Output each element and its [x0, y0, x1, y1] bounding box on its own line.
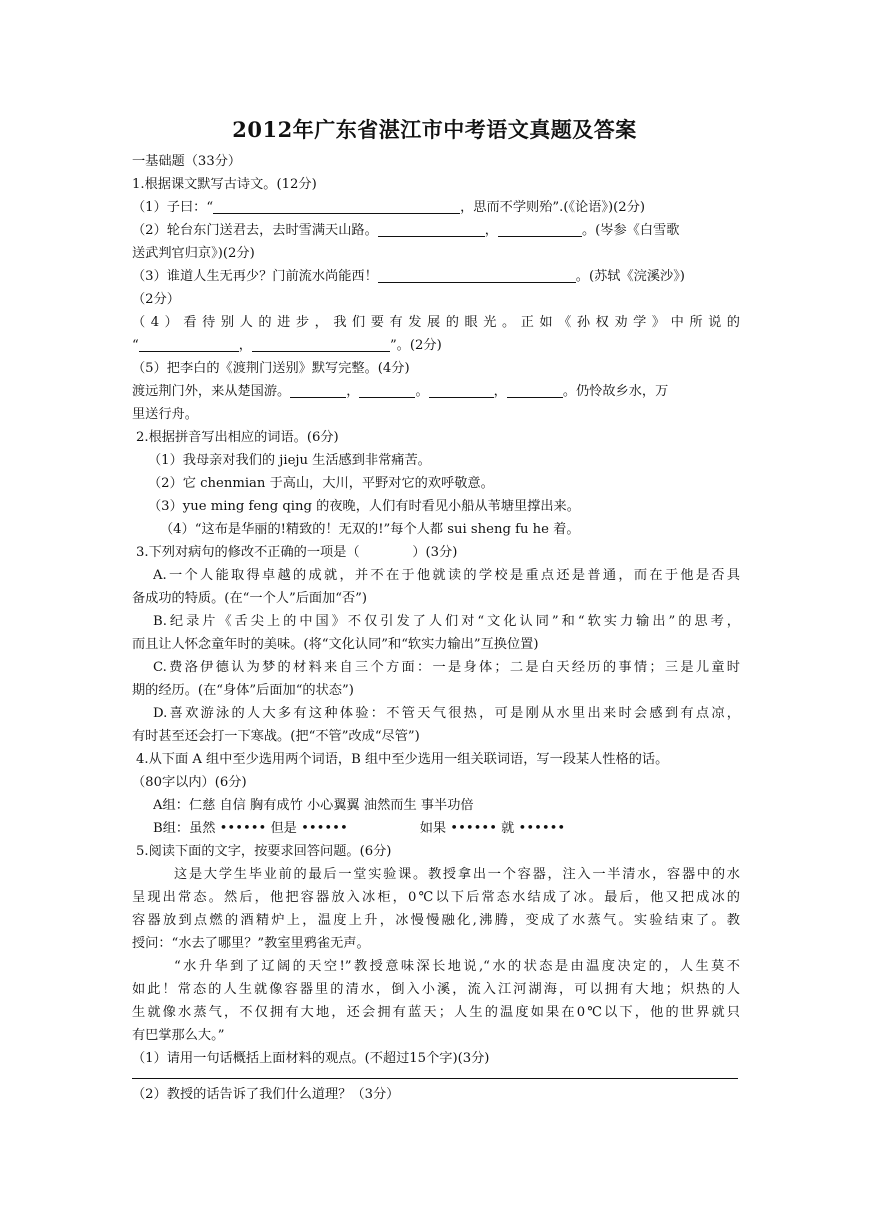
q1-item-2	[132, 220, 740, 242]
q1-item-1	[132, 197, 740, 219]
text-segment: 。仍怜故乡水，万	[562, 384, 669, 399]
question-4-heading-cont: （80字以内）(6分)	[132, 775, 247, 790]
question-4-heading: 4.从下面 A 组中至少选用两个词语，B 组中至少选用一组关联词语，写一段某人性格的话。	[136, 752, 669, 767]
q5-item-1: （1）请用一句话概括上面材料的观点。(不超过15个字)(3分)	[132, 1051, 490, 1066]
answer-blank[interactable]	[213, 199, 460, 214]
q1-item-4-cont	[132, 335, 740, 357]
question-3-heading: 3.下列对病句的修改不正确的一项是（ ）(3分)	[136, 545, 458, 560]
q1-item-3-cont: （2分）	[132, 292, 180, 307]
q3-option-b: B.纪录片《舌尖上的中国》不仅引发了人们对“文化认同”和“软实力输出”的思考，	[153, 614, 740, 629]
q5-item-2: （2）教授的话告诉了我们什么道理？（3分）	[132, 1087, 400, 1102]
answer-blank[interactable]	[252, 337, 390, 352]
text-segment: （2）轮台东门送君去，去时雪满天山路。	[132, 223, 378, 238]
q3-option-c-cont: 期的经历。(在“身体”后面加“的状态”)	[132, 683, 354, 698]
text-segment: ，	[484, 223, 498, 238]
q2-item-3: （3）yue ming feng qing 的夜晚，人们有时看见小船从苇塘里撑出来。	[148, 499, 580, 514]
passage-line: 这是大学生毕业前的最后一堂实验课。教授拿出一个容器，注入一半清水，容器中的水	[174, 867, 740, 882]
q3-option-d-cont: 有时甚至还会打一下寒战。(把“不管”改成“尽管”)	[132, 729, 420, 744]
text-segment: 渡远荆门外，来从楚国游。	[132, 384, 291, 399]
question-1-heading: 1.根据课文默写古诗文。(12分)	[132, 177, 317, 192]
q1-item-5: （5）把李白的《渡荆门送别》默写完整。(4分)	[132, 361, 410, 376]
text-segment: 。	[415, 384, 429, 399]
text-segment: B组：虽然 •••••• 但是 ••••••	[153, 821, 348, 836]
answer-blank[interactable]	[378, 222, 485, 237]
text-segment: “	[132, 338, 139, 353]
answer-blank[interactable]	[507, 383, 563, 398]
q1-item-3	[132, 266, 740, 288]
page-title: 2012年广东省湛江市中考语文真题及答案	[232, 117, 637, 142]
answer-blank[interactable]	[378, 268, 576, 283]
answer-blank[interactable]	[498, 222, 582, 237]
q2-item-2: （2）它 chenmian 于高山，大川，平野对它的欢呼敬意。	[148, 476, 494, 491]
text-segment: ，	[238, 338, 252, 353]
q3-option-c: C.费洛伊德认为梦的材料来自三个方面：一是身体；二是白天经历的事情；三是儿童时	[153, 660, 740, 675]
passage-line: “水升华到了辽阔的天空!”教授意味深长地说,“水的状态是由温度决定的，人生莫不	[174, 959, 740, 974]
passage-line: 生就像水蒸气，不仅拥有大地，还会拥有蓝天；人生的温度如果在0℃以下，他的世界就只	[132, 1005, 740, 1020]
answer-blank[interactable]	[290, 383, 346, 398]
text-segment: ，	[346, 384, 360, 399]
q4-group-a: A组：仁慈 自信 胸有成竹 小心翼翼 油然而生 事半功倍	[153, 798, 474, 813]
q4-group-b	[153, 818, 761, 840]
q1-item-2-cont: 送武判官归京》)(2分)	[132, 246, 255, 261]
text-segment: （3）谁道人生无再少？门前流水尚能西！	[132, 269, 378, 284]
passage-line: 呈现出常态。然后，他把容器放入冰柜，0℃以下后常态水结成了冰。最后，他又把成冰的	[132, 890, 740, 905]
passage-line: 如此！常态的人生就像容器里的清水，倒入小溪，流入江河湖海，可以拥有大地；炽热的人	[132, 982, 740, 997]
q3-option-b-cont: 而且让人怀念童年时的美味。(将“文化认同”和“软实力输出”互换位置)	[132, 637, 539, 652]
q2-item-1: （1）我母亲对我们的 jieju 生活感到非常痛苦。	[148, 453, 431, 468]
answer-blank[interactable]	[359, 383, 415, 398]
section-heading: 一基础题（33分）	[132, 154, 242, 169]
passage-line: 授问：“水去了哪里？”教室里鸦雀无声。	[132, 936, 370, 951]
passage-line: 容器放到点燃的酒精炉上，温度上升，冰慢慢融化,沸腾，变成了水蒸气。实验结束了。教	[132, 913, 740, 928]
q1-item-5-poem	[132, 381, 740, 403]
answer-line[interactable]	[132, 1078, 738, 1079]
q1-item-4: （4）看待别人的进步，我们要有发展的眼光。正如《孙权劝学》中所说的	[132, 315, 740, 330]
text-segment: ，思而不学则殆”.(《论语》)(2分)	[460, 200, 646, 215]
passage-line: 有巴掌那么大。”	[132, 1028, 225, 1043]
text-segment: 。(苏轼《浣溪沙》)	[575, 269, 685, 284]
text-segment: ，	[493, 384, 507, 399]
q3-option-a-cont: 备成功的特质。(在“一个人”后面加“否”)	[132, 591, 368, 606]
text-segment: 。(岑参《白雪歌	[581, 223, 680, 238]
question-5-heading: 5.阅读下面的文字，按要求回答问题。(6分)	[136, 844, 392, 859]
text-segment: 如果 •••••• 就 ••••••	[419, 821, 566, 836]
question-2-heading: 2.根据拼音写出相应的词语。(6分)	[136, 430, 339, 445]
answer-blank[interactable]	[139, 337, 239, 352]
answer-blank[interactable]	[429, 383, 494, 398]
q3-option-d: D.喜欢游泳的人大多有这种体验：不管天气很热，可是刚从水里出来时会感到有点凉，	[153, 706, 740, 721]
q3-option-a: A.一个人能取得卓越的成就，并不在于他就读的学校是重点还是普通，而在于他是否具	[153, 568, 740, 583]
q2-item-4: （4）“这布是华丽的!精致的！无双的!”每个人都 sui sheng fu he 着。	[160, 522, 580, 537]
text-segment: （1）子曰：“	[132, 200, 214, 215]
text-segment: ”。(2分)	[389, 338, 442, 353]
q1-item-5-poem-cont: 里送行舟。	[132, 407, 198, 422]
